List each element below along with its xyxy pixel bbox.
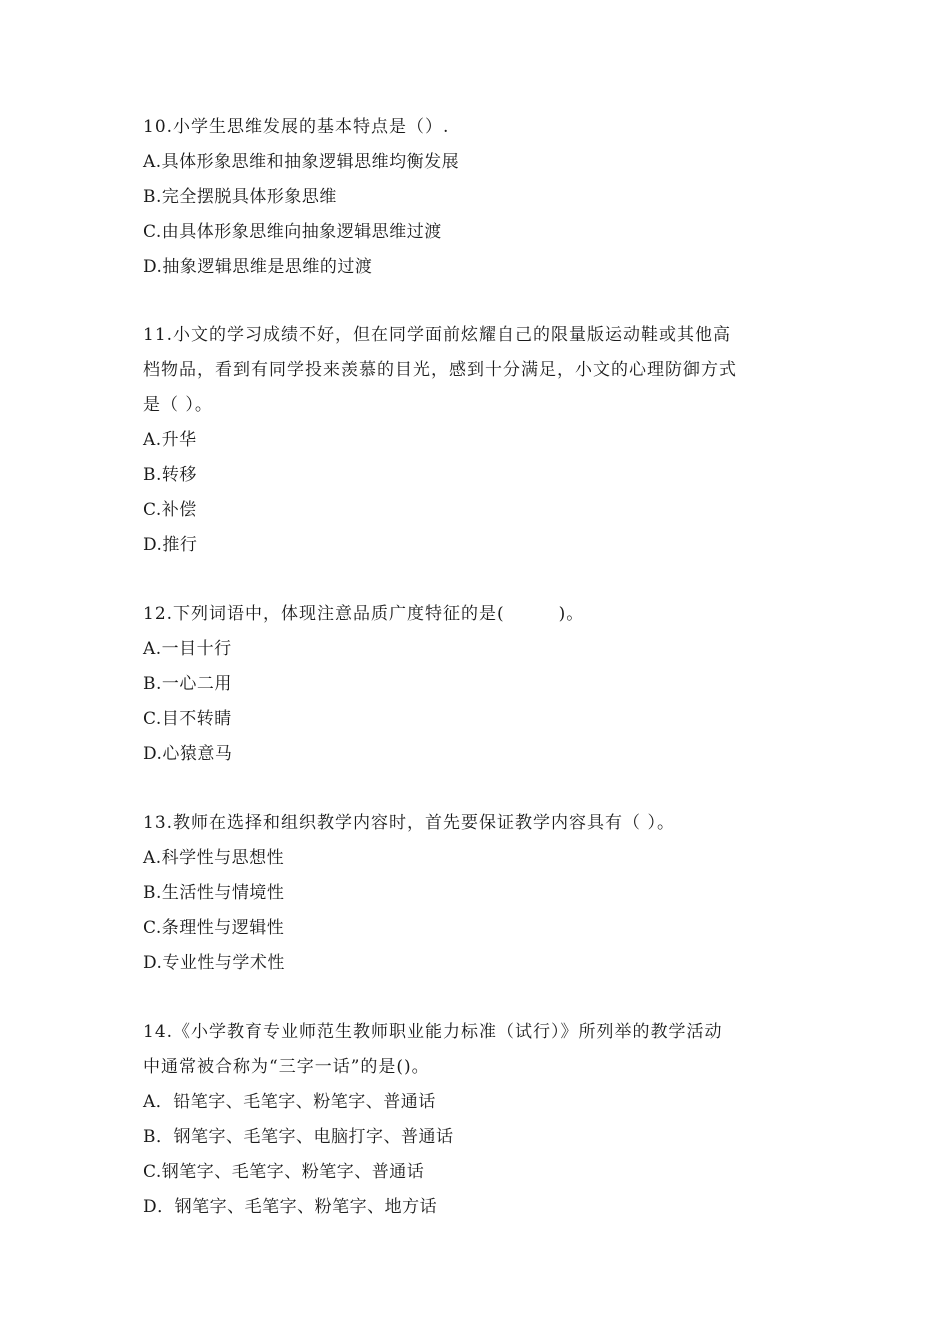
option-list [143,1085,813,1225]
option-c: C.由具体形象思维向抽象逻辑思维过渡 [143,222,442,242]
option-d: D．钢笔字、毛笔字、粉笔字、地方话 [143,1197,438,1217]
option-c: C.条理性与逻辑性 [143,918,285,938]
question-13 [143,806,813,981]
option-b: B．钢笔字、毛笔字、电脑打字、普通话 [143,1127,454,1147]
stem-line: 档物品，看到有同学投来羡慕的目光，感到十分满足，小文的心理防御方式 [143,360,737,380]
option-d: D.推行 [143,535,198,555]
stem-line: 11.小文的学习成绩不好，但在同学面前炫耀自己的限量版运动鞋或其他高 [143,325,732,345]
stem-line: 13.教师在选择和组织教学内容时，首先要保证教学内容具有（ ）。 [143,813,675,833]
stem-line: 14.《小学教育专业师范生教师职业能力标准（试行）》所列举的教学活动 [143,1022,723,1042]
option-b: B.转移 [143,465,197,485]
option-list [143,632,813,772]
option-list [143,145,813,285]
question-10 [143,110,813,285]
stem-line: 中通常被合称为“三字一话”的是()。 [143,1057,430,1077]
question-stem [143,1015,813,1085]
stem-line: 10.小学生思维发展的基本特点是（）. [143,117,450,137]
option-d: D.心猿意马 [143,744,233,764]
option-b: B.生活性与情境性 [143,883,285,903]
question-12 [143,597,813,772]
question-stem [143,318,813,423]
option-list [143,423,813,563]
option-list [143,841,813,981]
option-a: A.一目十行 [143,639,232,659]
option-a: A.具体形象思维和抽象逻辑思维均衡发展 [143,152,460,172]
question-stem [143,806,813,841]
option-a: A．铅笔字、毛笔字、粉笔字、普通话 [143,1092,436,1112]
question-stem [143,110,813,145]
option-c: C.钢笔字、毛笔字、粉笔字、普通话 [143,1162,425,1182]
question-stem [143,597,813,632]
option-a: A.科学性与思想性 [143,848,285,868]
stem-line: 12.下列词语中，体现注意品质广度特征的是( )。 [143,604,585,624]
option-d: D.抽象逻辑思维是思维的过渡 [143,257,373,277]
question-11 [143,318,813,563]
option-b: B.完全摆脱具体形象思维 [143,187,337,207]
stem-line: 是（ ）。 [143,395,213,415]
option-c: C.补偿 [143,500,197,520]
option-b: B.一心二用 [143,674,232,694]
option-a: A.升华 [143,430,197,450]
option-d: D.专业性与学术性 [143,953,285,973]
option-c: C.目不转睛 [143,709,232,729]
question-14 [143,1015,813,1225]
